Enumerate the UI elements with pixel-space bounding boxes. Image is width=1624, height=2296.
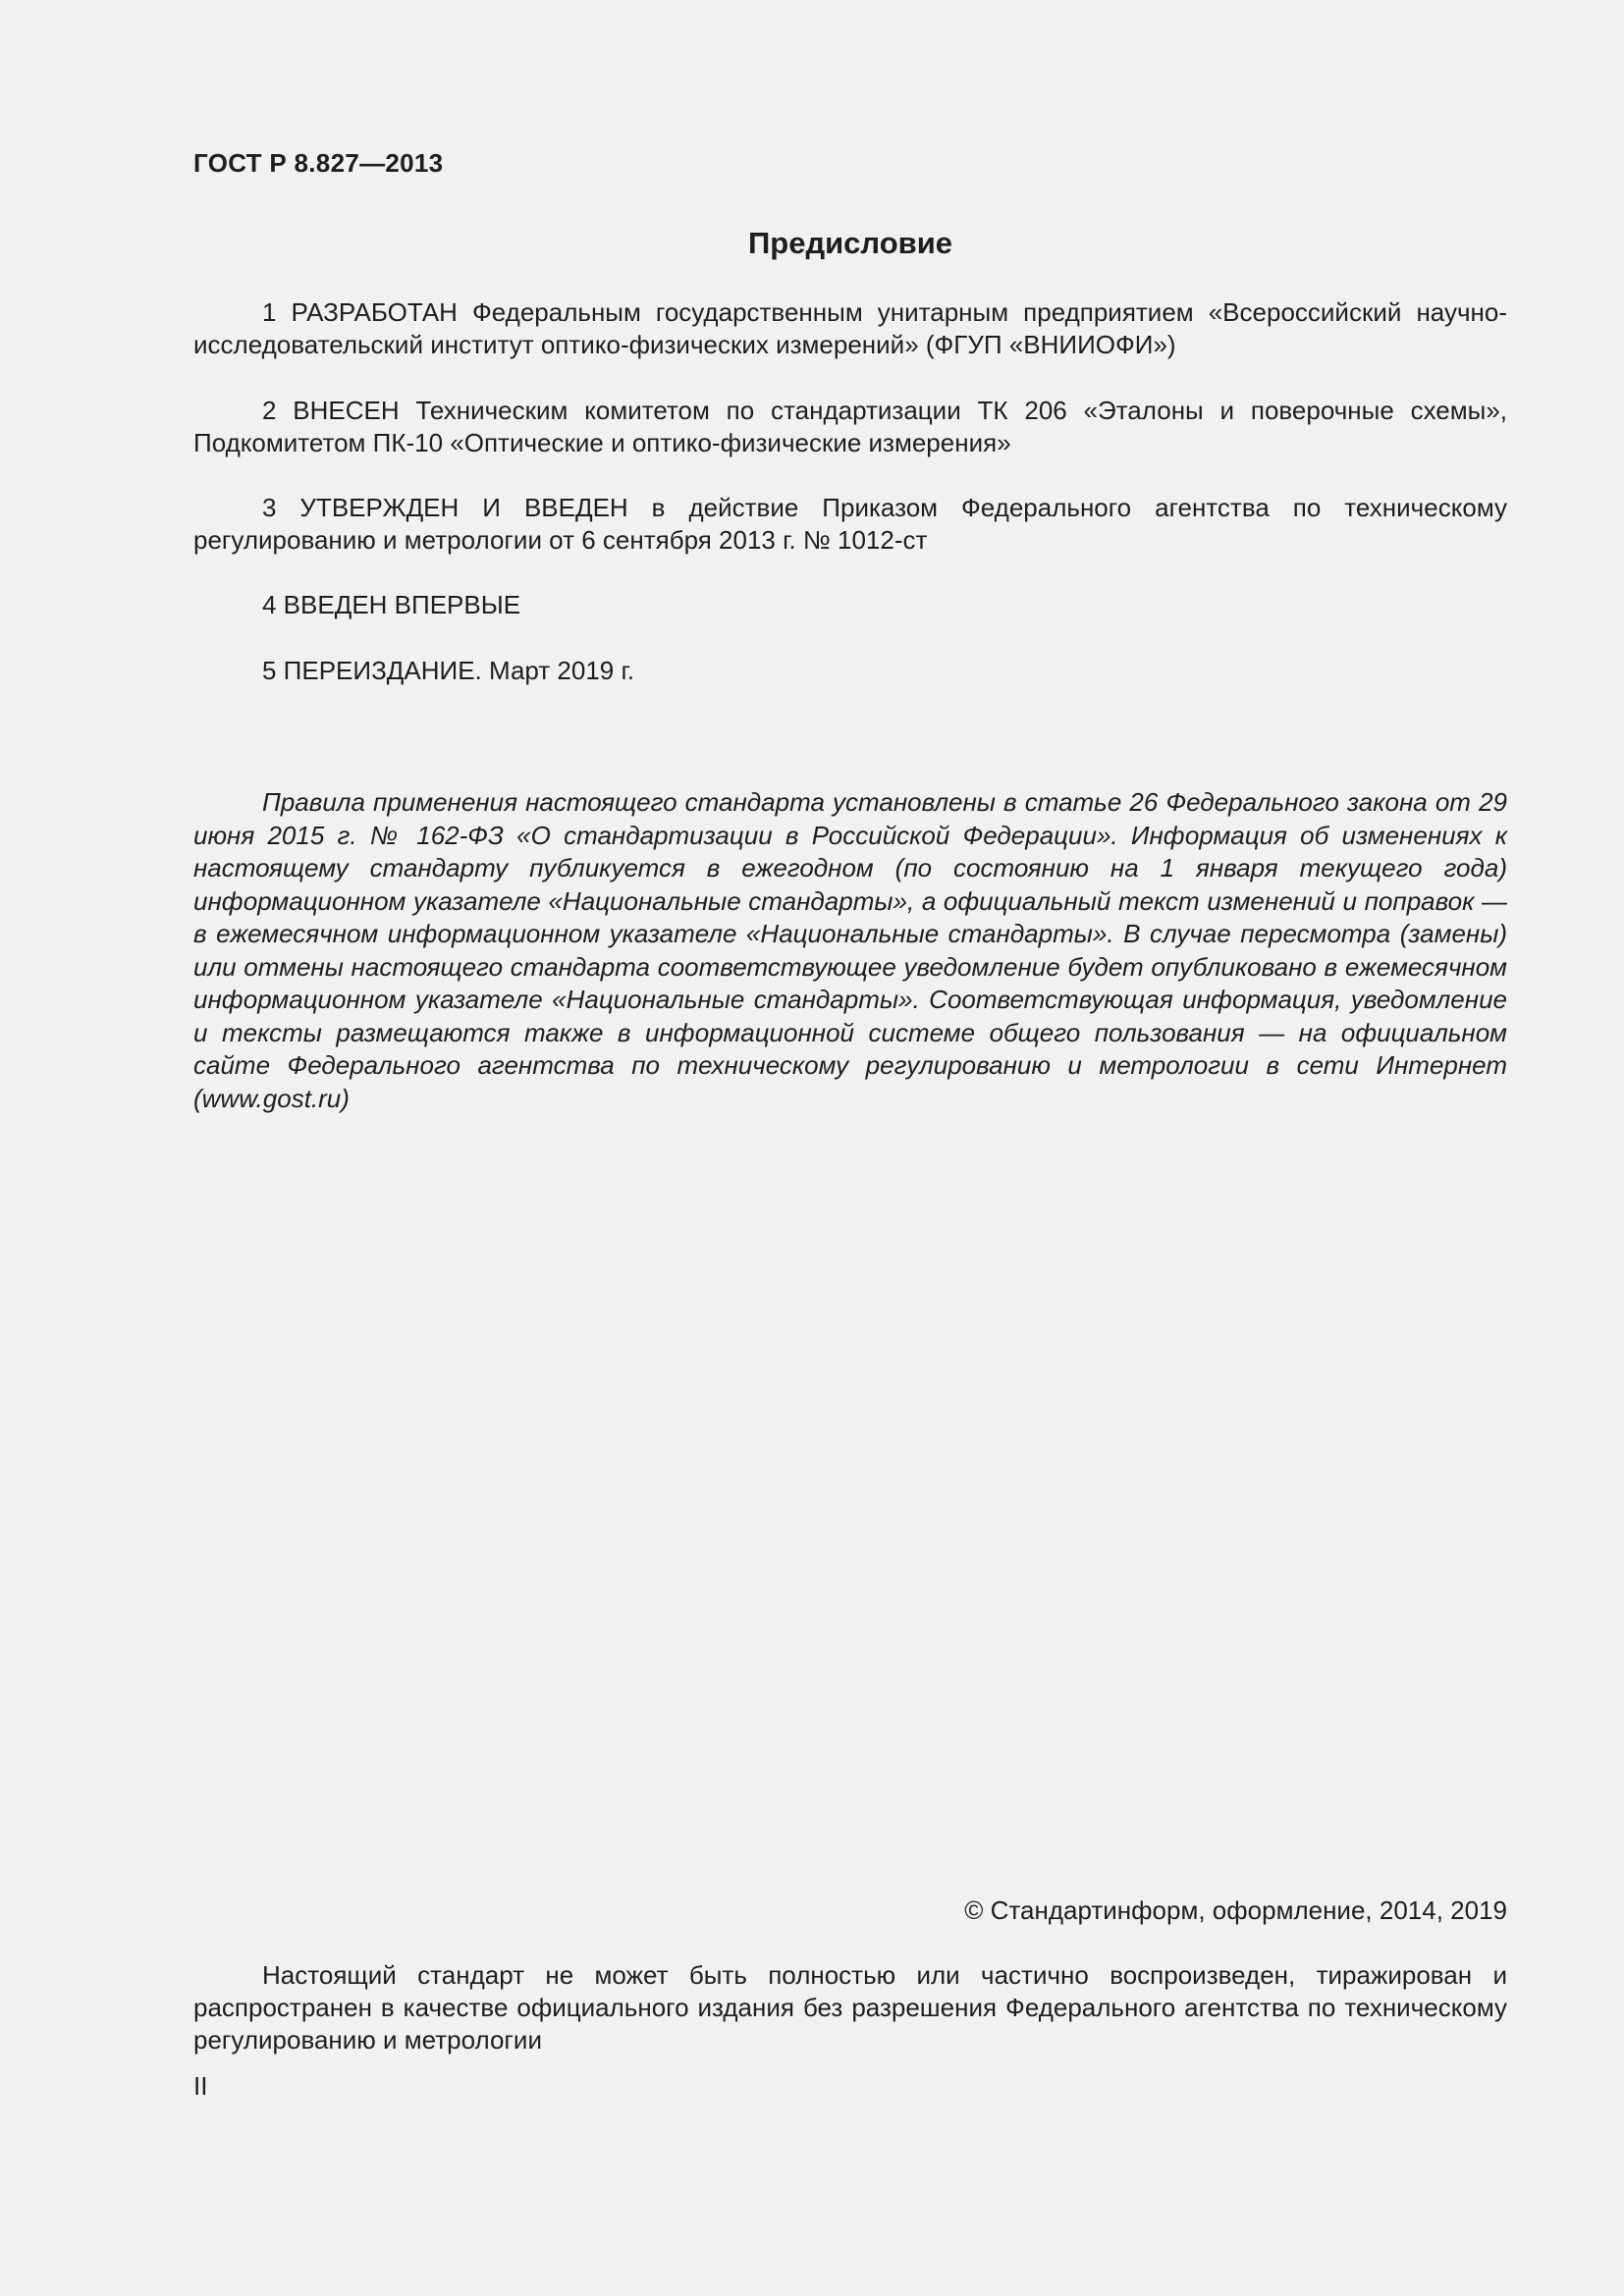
reproduction-restriction: Настоящий стандарт не может быть полностью или частично воспроизведен, тиражирован и распространен в качестве официального издания без разрешения Федерального агентства по техническому регулированию и метрологии (193, 1960, 1507, 2055)
foreword-item-1: 1 РАЗРАБОТАН Федеральным государственным унитарным предприятием «Всероссийский научно-исследовательский институт оптико-физических измерений» (ФГУП «ВНИИОФИ») (193, 297, 1507, 359)
document-page (193, 0, 1507, 2296)
foreword-title: Предисловие (747, 226, 952, 260)
page-number: II (193, 2071, 208, 2101)
document-code: ГОСТ Р 8.827—2013 (193, 148, 444, 178)
foreword-item-2: 2 ВНЕСЕН Техническим комитетом по стандартизации ТК 206 «Эталоны и поверочные схемы», Подкомитетом ПК-10 «Оптические и оптико-физические измерения» (193, 396, 1507, 457)
foreword-item-4: 4 ВВЕДЕН ВПЕРВЫЕ (262, 590, 521, 619)
standard-application-notice: Правила применения настоящего стандарта установлены в статье 26 Федерального закона от 29 июня 2015 г. № 162-ФЗ «О стандартизации в Российской Федерации». Информация об изменениях к настоящему стандарту публикуется в ежегодном (по состоянию на 1 января текущего года) информационном указателе «Национальные стандарты», а официальный текст изменений и поправок — в ежемесячном информационном указателе «Национальные стандарты». В случае пересмотра (замены) или отмены настоящего стандарта соответствующее уведомление будет опубликовано в ежемесячном информационном указателе «Национальные стандарты». Соответствующая информация, уведомление и тексты размещаются также в информационной системе общего пользования — на официальном сайте Федерального агентства по техническому регулированию и метрологии в сети Интернет (www.gost.ru) (193, 787, 1507, 1113)
foreword-item-5: 5 ПЕРЕИЗДАНИЕ. Март 2019 г. (262, 656, 635, 685)
foreword-item-3: 3 УТВЕРЖДЕН И ВВЕДЕН в действие Приказом Федерального агентства по техническому регулированию и метрологии от 6 сентября 2013 г. № 1012-ст (193, 493, 1507, 555)
copyright-line: © Стандартинформ, оформление, 2014, 2019 (964, 1896, 1507, 1925)
